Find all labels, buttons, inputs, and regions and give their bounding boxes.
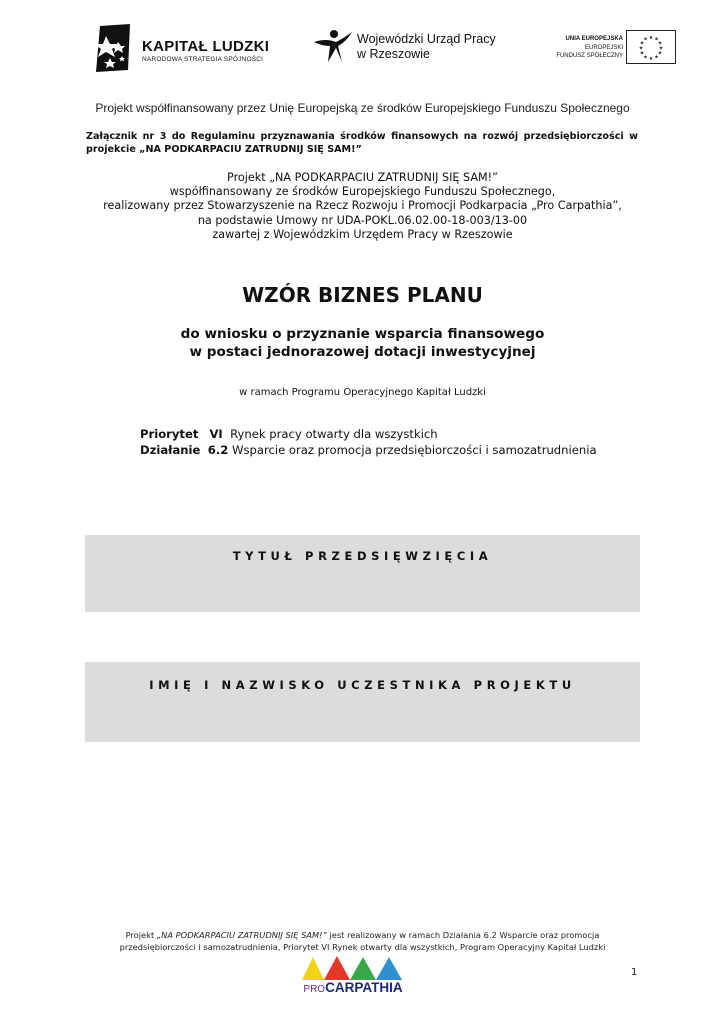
footer-rest: jest realizowany w ramach Działania 6.2 Wsparcie oraz promocja <box>326 930 600 940</box>
project-info-line: realizowany przez Stowarzyszenie na Rzecz Rozwoju i Promocji Podkarpacia „Pro Carpathia”, <box>103 199 622 213</box>
eu-logo <box>540 30 676 66</box>
subtitle-line: w postaci jednorazowej dotacji inwestycyjnej <box>189 344 536 360</box>
svg-text:★: ★ <box>643 36 648 43</box>
eu-line2: EUROPEJSKI <box>584 45 623 51</box>
measure-row <box>140 443 597 459</box>
svg-text:★: ★ <box>657 50 663 57</box>
project-info-line: na podstawie Umowy nr UDA-POKL.06.02.00-18-003/13-00 <box>197 213 528 227</box>
participant-name-label: IMIĘ I NAZWISKO UCZESTNIKA PROJEKTU <box>149 678 576 692</box>
priority-block <box>140 427 597 458</box>
svg-text:★: ★ <box>654 54 659 61</box>
page-number: 1 <box>631 967 638 978</box>
participant-name-field[interactable] <box>85 662 640 742</box>
attachment-note: Załącznik nr 3 do Regulaminu przyznawania środków finansowych na rozwój przedsiębiorczości w projekcie „NA PODKARPACIU ZATRUDNIJ SIĘ SAM!” <box>86 131 638 155</box>
eu-line3: FUNDUSZ SPOŁECZNY <box>556 53 623 59</box>
measure-text: Wsparcie oraz promocja przedsiębiorczości i samozatrudnienia <box>232 442 597 457</box>
footer-line2: przedsiębiorczości i samozatrudnienia, Priorytet VI Rynek otwarty dla wszystkich, Program Operacyjny Kapitał Ludzki <box>119 942 606 952</box>
cofinancing-note: Projekt współfinansowany przez Unię Europejską ze środków Europejskiego Funduszu Społecznego <box>95 101 630 115</box>
wup-name-line1: Wojewódzki Urząd Pracy <box>357 32 496 46</box>
svg-text:★: ★ <box>658 45 664 52</box>
footer-prefix: Projekt <box>125 930 157 940</box>
procarpathia-wordmark <box>300 980 406 995</box>
svg-text:★: ★ <box>648 35 654 41</box>
wup-name-line2: w Rzeszowie <box>357 47 430 61</box>
wup-logo <box>312 26 496 70</box>
program-note: w ramach Programu Operacyjnego Kapitał Ludzki <box>239 387 486 398</box>
eu-line1: UNIA EUROPEJSKA <box>565 36 623 42</box>
document-title: WZÓR BIZNES PLANU <box>242 283 483 307</box>
page-footer <box>0 929 725 953</box>
project-info-line: współfinansowany ze środków Europejskiego Funduszu Społecznego, <box>169 185 556 199</box>
procarpathia-logo <box>300 955 406 997</box>
document-subtitle <box>0 325 725 361</box>
procarpathia-pro: PRO <box>303 984 326 995</box>
measure-label: Działanie <box>140 442 201 457</box>
wup-figure-icon <box>312 28 354 66</box>
svg-text:★: ★ <box>657 40 663 47</box>
project-info-line: Projekt „NA PODKARPACIU ZATRUDNIJ SIĘ SAM!” <box>227 171 498 184</box>
footer-line1 <box>0 929 725 941</box>
procarpathia-carpathia: CARPATHIA <box>325 980 403 995</box>
eu-flag-icon <box>626 30 676 64</box>
priority-label: Priorytet <box>140 427 199 441</box>
svg-text:★: ★ <box>639 50 645 57</box>
procarpathia-triangles-icon <box>300 955 406 981</box>
subtitle-line: do wniosku o przyznanie wsparcia finansowego <box>180 326 545 342</box>
priority-text: Rynek pracy otwarty dla wszystkich <box>230 427 438 441</box>
kapital-ludzki-emblem-icon <box>92 24 136 74</box>
svg-text:★: ★ <box>638 45 644 52</box>
svg-text:★: ★ <box>654 36 659 43</box>
svg-text:★: ★ <box>643 54 648 61</box>
svg-text:★: ★ <box>648 56 654 62</box>
project-title-label: TYTUŁ PRZEDSIĘWZIĘCIA <box>232 549 493 563</box>
svg-text:★: ★ <box>639 40 645 47</box>
footer-project-name: „NA PODKARPACIU ZATRUDNIJ SIĘ SAM!” <box>156 930 327 940</box>
kapital-ludzki-title: KAPITAŁ LUDZKI <box>142 38 270 55</box>
priority-number: VI <box>209 427 223 441</box>
project-info <box>0 171 725 242</box>
measure-number: 6.2 <box>207 442 229 457</box>
project-info-line: zawartej z Wojewódzkim Urzędem Pracy w Rzeszowie <box>212 227 513 241</box>
kapital-ludzki-logo <box>92 24 270 74</box>
priority-row <box>140 427 597 443</box>
kapital-ludzki-subtitle: NARODOWA STRATEGIA SPÓJNOŚCI <box>142 56 264 63</box>
project-title-field[interactable] <box>85 535 640 612</box>
